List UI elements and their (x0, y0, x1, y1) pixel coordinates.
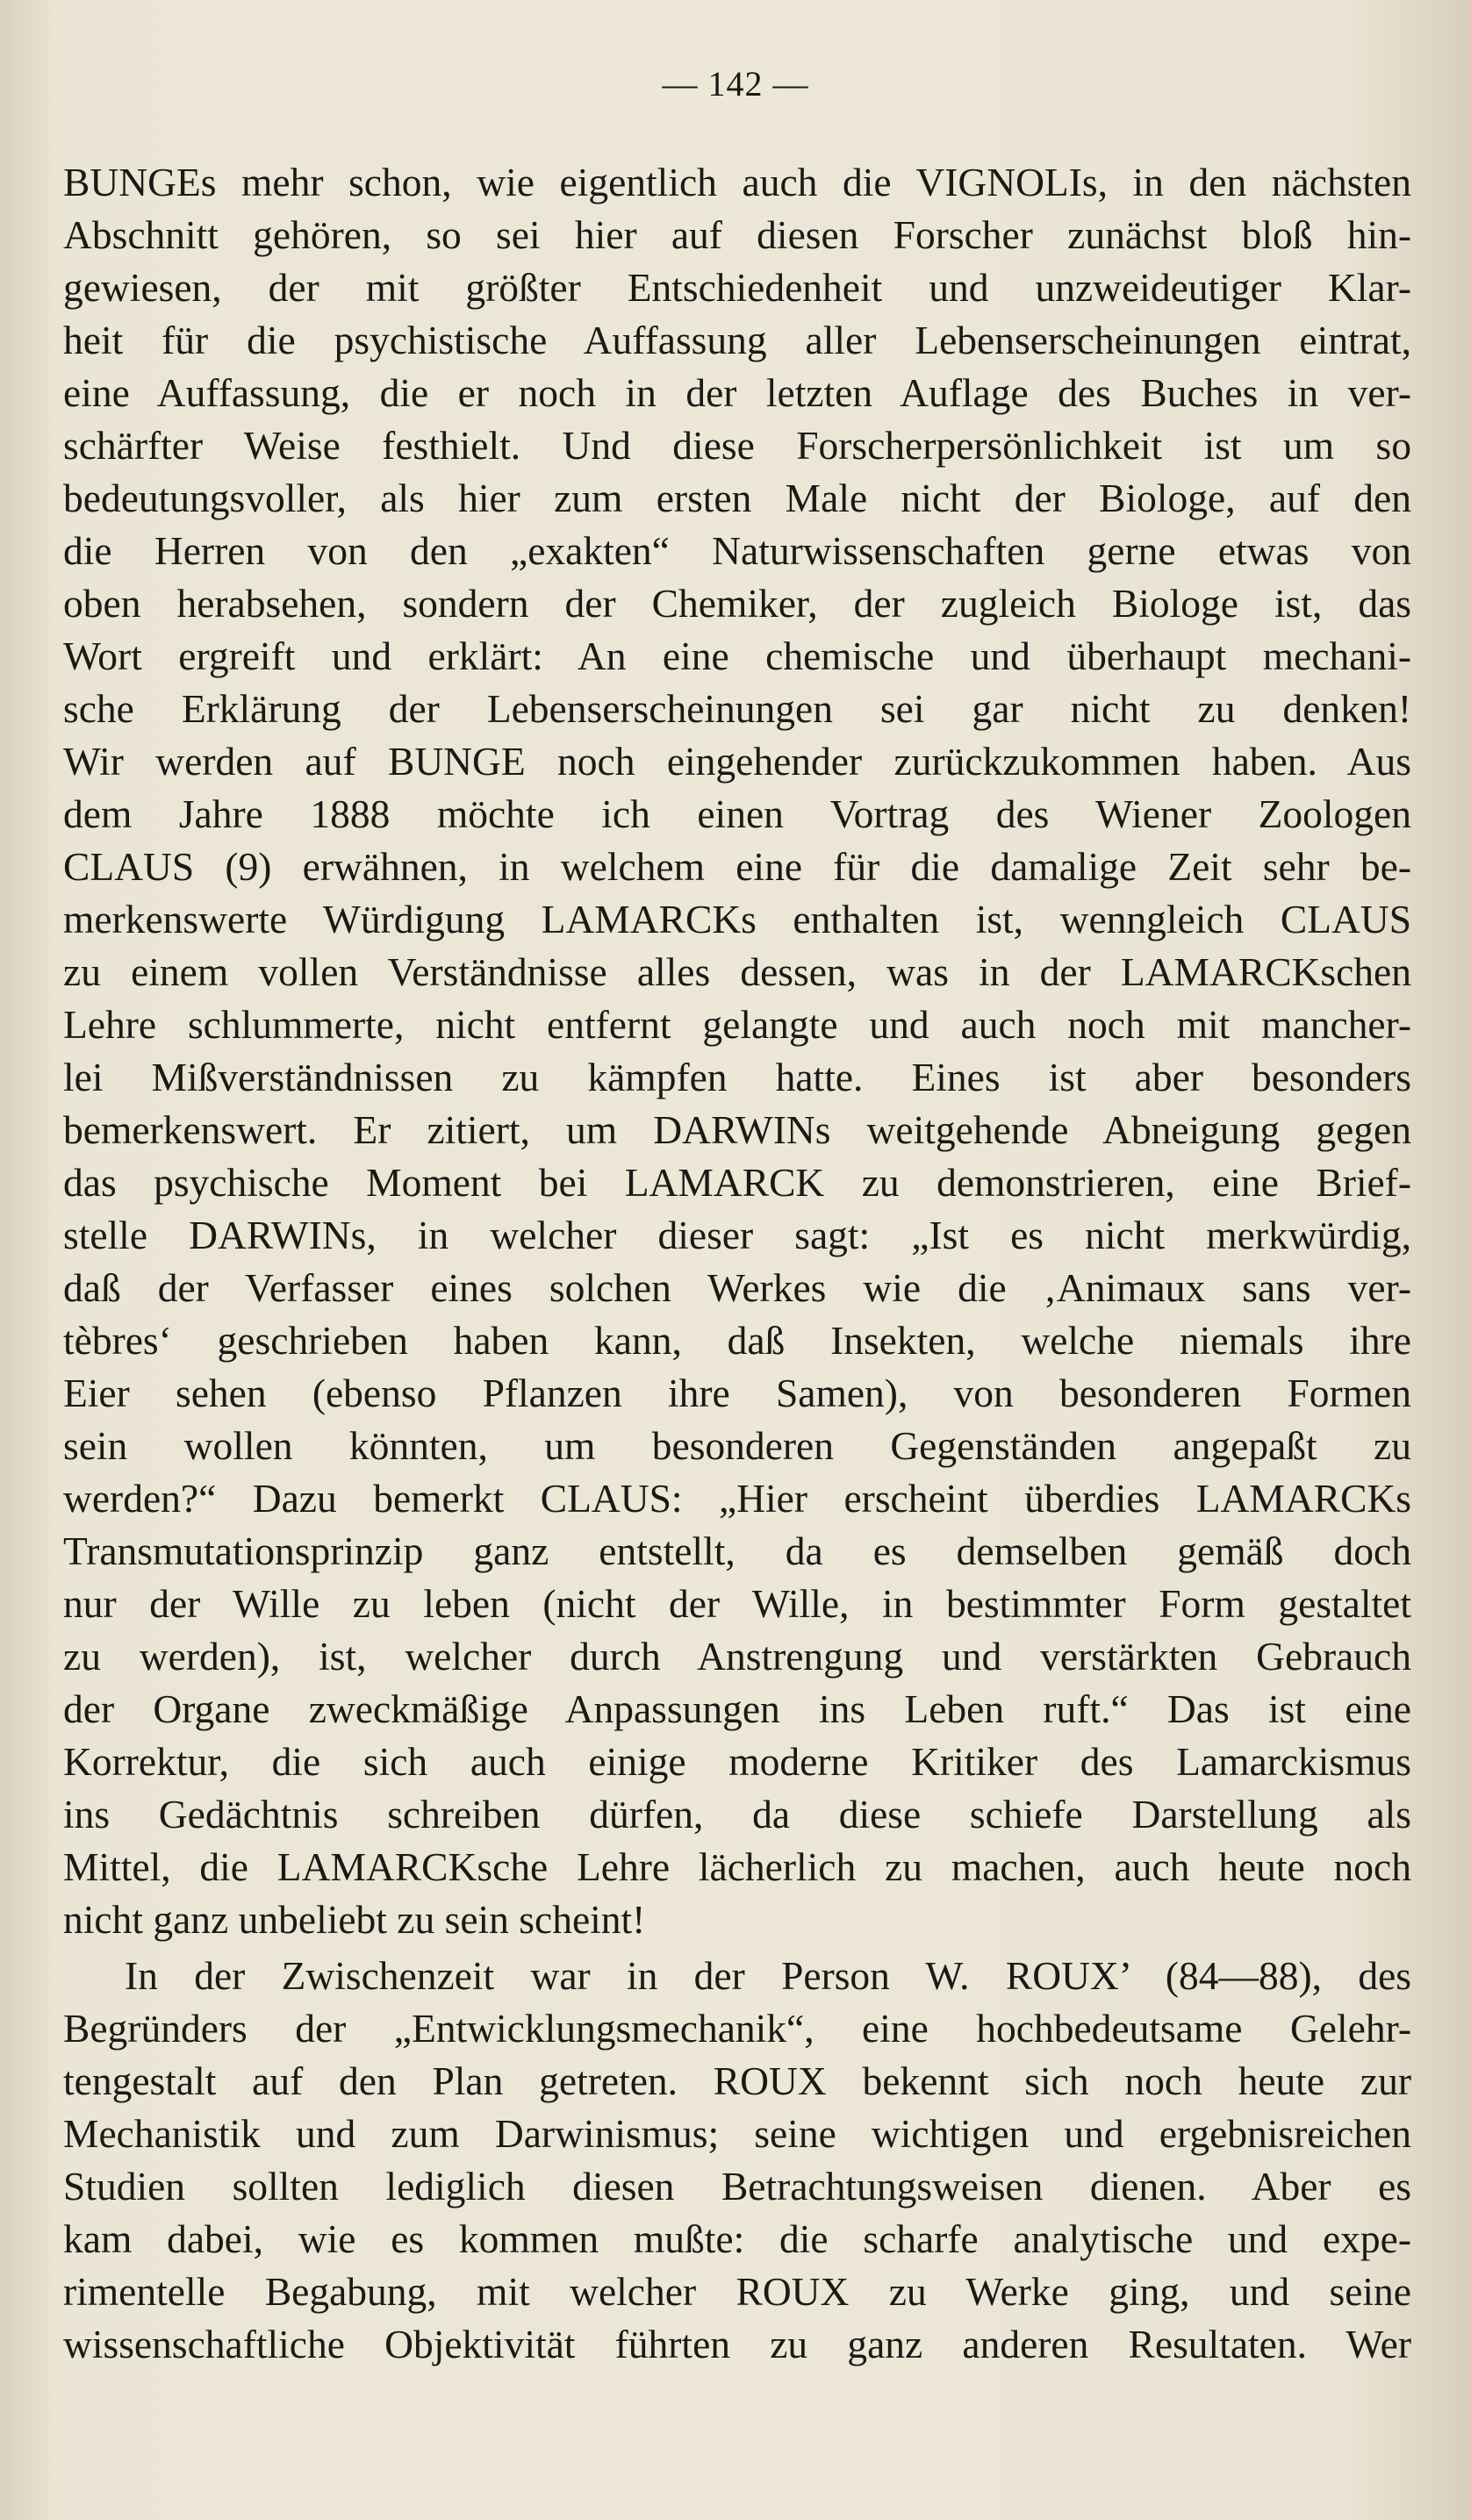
text-line: der Organe zweckmäßige Anpassungen ins Leben ruft.“ Das ist eine (63, 1686, 1411, 1731)
text-line: sein wollen könnten, um besonderen Gegenständen angepaßt zu (63, 1423, 1411, 1468)
text-line: bemerkenswert. Er zitiert, um DARWINs weitgehende Abneigung gegen (63, 1107, 1411, 1152)
text-line: Lehre schlummerte, nicht entfernt gelangte und auch noch mit mancher- (63, 1002, 1411, 1047)
text-line: ins Gedächtnis schreiben dürfen, da diese schiefe Darstellung als (63, 1792, 1411, 1836)
text-line: Transmutationsprinzip ganz entstellt, da es demselben gemäß doch (63, 1528, 1411, 1573)
text-line: eine Auffassung, die er noch in der letzten Auflage des Buches in ver- (63, 370, 1411, 415)
text-line: stelle DARWINs, in welcher dieser sagt: „Ist es nicht merkwürdig, (63, 1213, 1411, 1257)
text-line: zu einem vollen Verständnisse alles dessen, was in der LAMARCKschen (63, 949, 1411, 994)
text-line: Studien sollten lediglich diesen Betrachtungsweisen dienen. Aber es (63, 2164, 1411, 2209)
text-line: das psychische Moment bei LAMARCK zu demonstrieren, eine Brief- (63, 1160, 1411, 1205)
text-line: Begründers der „Entwicklungsmechanik“, eine hochbedeutsame Gelehr- (63, 2006, 1411, 2051)
text-line: rimentelle Begabung, mit welcher ROUX zu Werke ging, und seine (63, 2269, 1411, 2314)
text-line: Korrektur, die sich auch einige moderne Kritiker des Lamarckismus (63, 1739, 1411, 1784)
text-line: daß der Verfasser eines solchen Werkes wie die ‚Animaux sans ver- (63, 1265, 1411, 1310)
text-line: tèbres‘ geschrieben haben kann, daß Insekten, welche niemals ihre (63, 1318, 1411, 1363)
text-line: BUNGEs mehr schon, wie eigentlich auch die VIGNOLIs, in den nächsten (63, 160, 1411, 204)
text-line: schärfter Weise festhielt. Und diese Forscherpersönlichkeit ist um so (63, 423, 1411, 468)
text-line: tengestalt auf den Plan getreten. ROUX bekennt sich noch heute zur (63, 2058, 1411, 2103)
body-text (63, 156, 1411, 2371)
text-line: nur der Wille zu leben (nicht der Wille, in bestimmter Form gestaltet (63, 1581, 1411, 1626)
text-line: merkenswerte Würdigung LAMARCKs enthalten ist, wenngleich CLAUS (63, 897, 1411, 941)
page-number: — 142 — (662, 64, 809, 104)
text-line: Wir werden auf BUNGE noch eingehender zurückzukommen haben. Aus (63, 739, 1411, 784)
text-line: Mittel, die LAMARCKsche Lehre lächerlich zu machen, auch heute noch (63, 1844, 1411, 1889)
text-line: gewiesen, der mit größter Entschiedenheit und unzweideutiger Klar- (63, 265, 1411, 310)
text-line: wissenschaftliche Objektivität führten zu ganz anderen Resultaten. Wer (63, 2322, 1411, 2366)
text-line: sche Erklärung der Lebenserscheinungen sei gar nicht zu denken! (63, 686, 1411, 731)
paragraph-end-line: nicht ganz unbeliebt zu sein scheint! (63, 1897, 646, 1942)
text-line: bedeutungsvoller, als hier zum ersten Male nicht der Biologe, auf den (63, 476, 1411, 520)
text-line: Eier sehen (ebenso Pflanzen ihre Samen), von besonderen Formen (63, 1371, 1411, 1415)
text-line: kam dabei, wie es kommen mußte: die scharfe analytische und expe- (63, 2216, 1411, 2261)
text-line: dem Jahre 1888 möchte ich einen Vortrag des Wiener Zoologen (63, 791, 1411, 836)
text-line: zu werden), ist, welcher durch Anstrengung und verstärkten Gebrauch (63, 1634, 1411, 1679)
text-line: Abschnitt gehören, so sei hier auf diesen Forscher zunächst bloß hin- (63, 212, 1411, 257)
text-line: werden?“ Dazu bemerkt CLAUS: „Hier erscheint überdies LAMARCKs (63, 1476, 1411, 1521)
paragraph-start-line: In der Zwischenzeit war in der Person W. ROUX’ (84—88), des (125, 1953, 1411, 1998)
text-line: oben herabsehen, sondern der Chemiker, der zugleich Biologe ist, das (63, 581, 1411, 626)
text-line: lei Mißverständnissen zu kämpfen hatte. Eines ist aber besonders (63, 1055, 1411, 1099)
text-line: Wort ergreift und erklärt: An eine chemische und überhaupt mechani- (63, 634, 1411, 678)
text-line: Mechanistik und zum Darwinismus; seine wichtigen und ergebnisreichen (63, 2111, 1411, 2156)
text-line: heit für die psychistische Auffassung aller Lebenserscheinungen eintrat, (63, 318, 1411, 362)
text-line: CLAUS (9) erwähnen, in welchem eine für die damalige Zeit sehr be- (63, 844, 1411, 889)
text-line: die Herren von den „exakten“ Naturwissenschaften gerne etwas von (63, 528, 1411, 573)
